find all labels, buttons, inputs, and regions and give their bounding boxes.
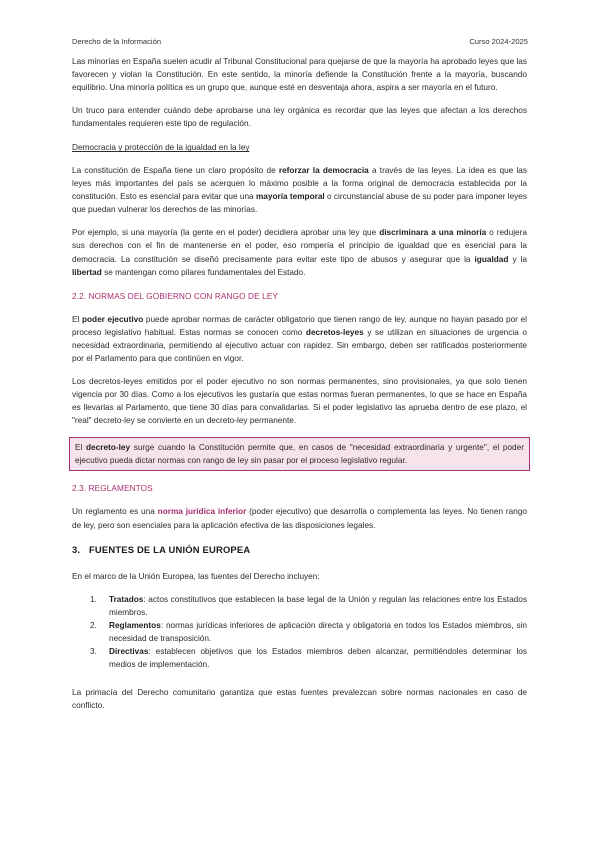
- list-item: 3. Directivas: establecen objetivos que los Estados miembros deben alcanzar, permitiéndoles determinar los medios de implementación.: [90, 646, 527, 670]
- callout-text: El decreto-ley surge cuando la Constitución permite que, en casos de "necesidad extraordinaria y urgente", el poder ejecutivo pueda dictar normas con rango de ley sin pasar por el proceso legislativo regular.: [75, 443, 524, 466]
- eu-sources-list: [72, 593, 527, 672]
- header-course-year: Curso 2024-2025: [469, 37, 528, 46]
- section-heading-2-3: 2.3. REGLAMENTOS: [72, 484, 153, 494]
- paragraph-organic-law: Un truco para entender cuándo debe aprobarse una ley orgánica es recordar que las leyes que afectan a los derechos fundamentales requieren este tipo de regulación.: [72, 106, 527, 129]
- paragraph-primacy: La primacía del Derecho comunitario garantiza que estas fuentes prevalezcan sobre normas nacionales en caso de conflicto.: [72, 688, 527, 711]
- header-course-name: Derecho de la Información: [72, 37, 162, 46]
- subheading-democracy: Democracia y protección de la igualdad en la ley: [72, 143, 250, 153]
- paragraph-constitution-purpose: La constitución de España tiene un claro propósito de reforzar la democracia a través de las leyes. La idea es que las leyes más importantes del país se acerquen lo máximo posible a la forma original de democracia establecida por la constitución. Esto es esencial para evitar que una mayoría temporal o circunstancial abuse de su poder para imponer leyes que puedan vulnerar los derechos de las minorías.: [72, 166, 528, 215]
- term-poder-ejecutivo: poder ejecutivo: [81, 314, 144, 324]
- paragraph-example-majority: Por ejemplo, si una mayoría (la gente en el poder) decidiera aprobar una ley que discriminara a una minoría o redujera sus derechos con el fin de mantenerse en el poder, eso rompería el principio de igualdad que es esencial para la democracia. La constitución se diseñó precisamente para evitar este tipo de abusos y asegurar que la igualdad y la libertad se mantengan como pilares fundamentales del Estado.: [72, 228, 527, 277]
- paragraph-executive-power: El poder ejecutivo puede aprobar normas de carácter obligatorio que tienen rango de ley, aunque no hayan pasado por el proceso legislativo habitual. Estas normas se conocen como decretos-leyes y se utilizan en situaciones de urgencia o necesidad extraordinaria, permitiendo al ejecutivo actuar con rapidez. Sin embargo, deben ser ratificados posteriormente por el Parlamento para que continúen en vigor.: [72, 314, 527, 364]
- highlight-box-decreto-ley: [69, 437, 530, 471]
- section-heading-2-2: 2.2. NORMAS DEL GOBIERNO CON RANGO DE LEY: [72, 291, 278, 301]
- paragraph-decree-validity: Los decretos-leyes emitidos por el poder ejecutivo no son normas permanentes, sino provisionales, ya que solo tienen vigencia por 30 días. Como a los ejecutivos les gustaría que estas normas fueran permanentes, lo que se hace en España es llevarlas al Parlamento, que tiene 30 días para convalidarlas. Si el poder legislativo las aprueba dentro de ese plazo, el "real" decreto-ley se convierte en un decreto-ley permanente.: [72, 376, 527, 426]
- term-decreto-ley: decreto-ley: [86, 443, 131, 453]
- document-body: [72, 55, 527, 722]
- term-libertad: libertad: [72, 267, 102, 277]
- term-mayoria-temporal: mayoría temporal: [255, 192, 325, 202]
- term-reforzar-democracia: reforzar la democracia: [278, 166, 369, 176]
- paragraph-reglamento: Un reglamento es una norma jurídica inferior (poder ejecutivo) que desarrolla o complementa las leyes. No tienen rango de ley, pero son esenciales para la aplicación efectiva de las disposiciones legales.: [72, 507, 528, 530]
- term-igualdad: igualdad: [474, 254, 509, 264]
- term-norma-juridica-inferior: norma jurídica inferior: [157, 507, 247, 517]
- paragraph-minorities: Las minorías en España suelen acudir al Tribunal Constitucional para quejarse de que la mayoría ha aprobado leyes que las favorecen y violan la Constitución. En este sentido, la minoría defiende la Constitución frente a la mayoría, buscando equilibrio. Una minoría política es un grupo que, aunque esté en desventaja ahora, aspira a ser mayoría en el futuro.: [72, 57, 527, 93]
- list-item: 1. Tratados: actos constitutivos que establecen la base legal de la Unión y regulan las relaciones entre los Estados miembros.: [90, 594, 527, 617]
- section-heading-3: 3. FUENTES DE LA UNIÓN EUROPEA: [72, 543, 251, 555]
- paragraph-eu-intro: En el marco de la Unión Europea, las fuentes del Derecho incluyen:: [72, 571, 320, 581]
- term-discriminara: discriminara a una minoría: [379, 228, 487, 238]
- list-item: 2. Reglamentos: normas jurídicas inferiores de aplicación directa y obligatoria en todos los Estados miembros, sin necesidad de transposición.: [90, 620, 527, 643]
- term-decretos-leyes: decretos-leyes: [305, 327, 364, 337]
